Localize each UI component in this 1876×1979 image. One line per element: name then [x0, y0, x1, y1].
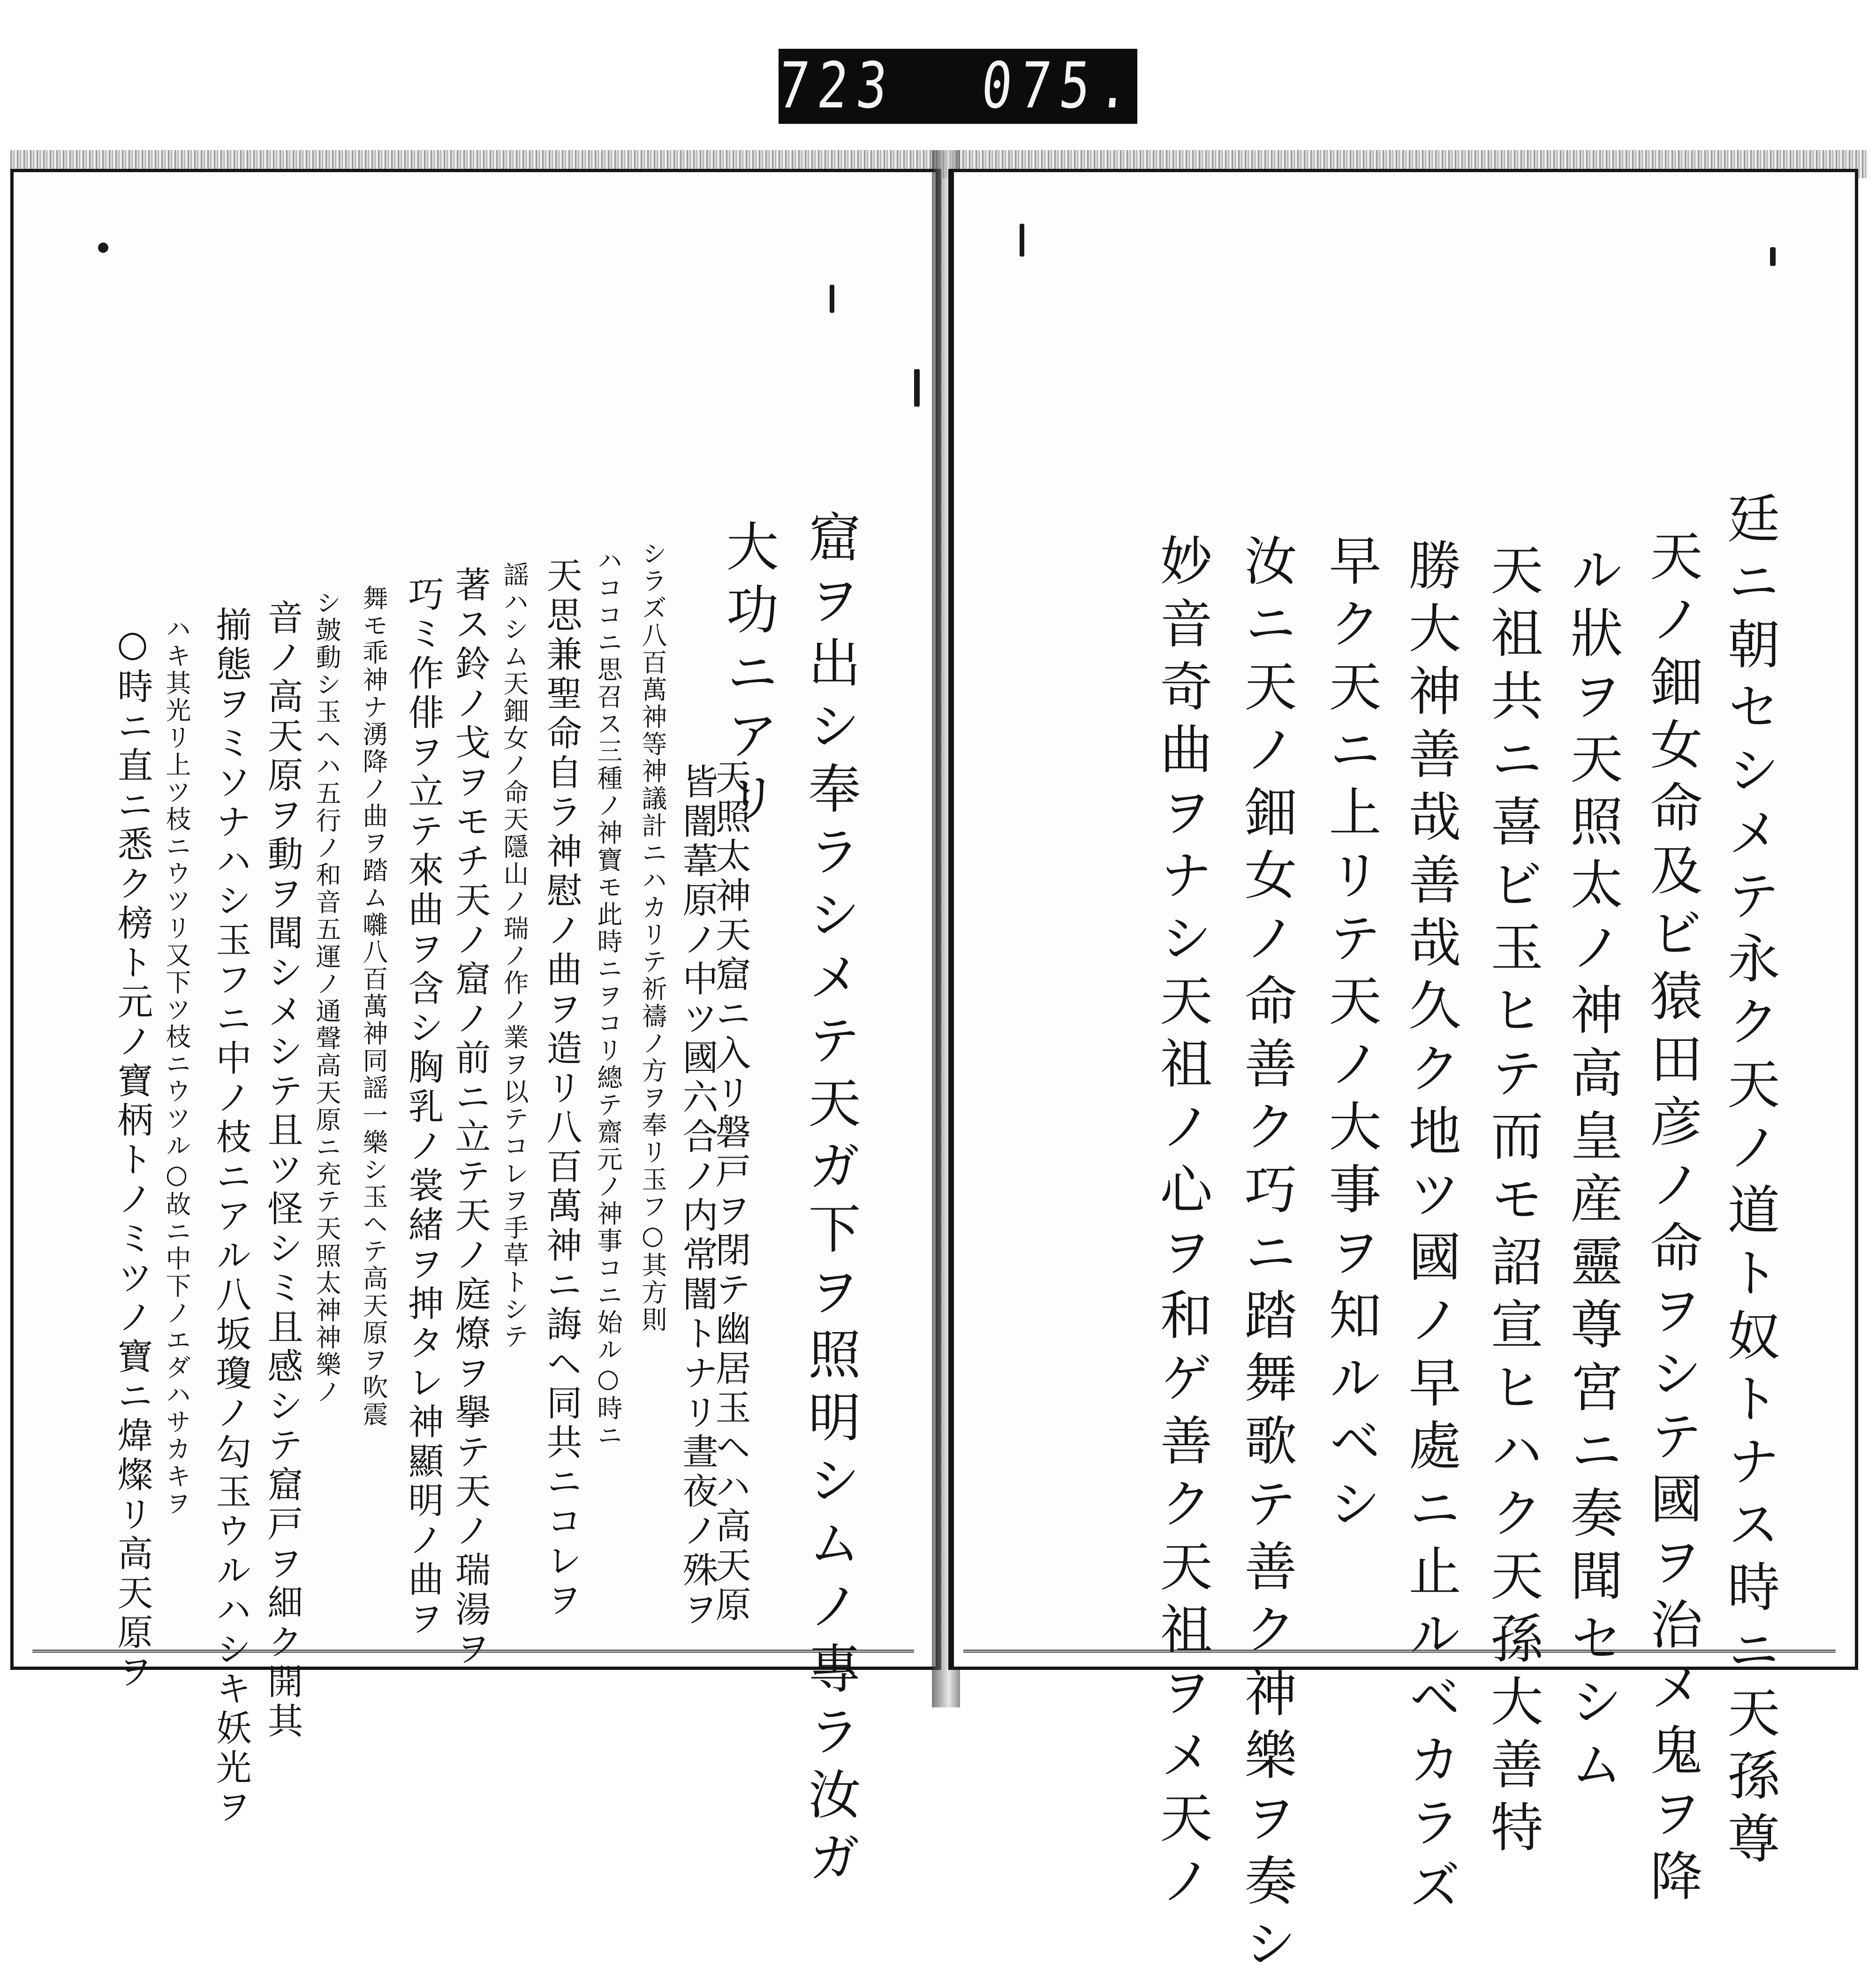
left-page	[10, 169, 941, 1893]
right-column-6: 早ク天ニ上リテ天ノ大事ヲ知ルベシ	[1320, 533, 1381, 1539]
reel-number: 723	[775, 49, 899, 123]
body-column-3: シラズ八百萬神等神議計ニハカリテ祈禱ノ方ヲ奉リ玉フ○其方則	[638, 540, 667, 1334]
right-column-1: 廷ニ朝セシメテ永ク天ノ道ト奴トナス時ニ天孫尊	[1719, 491, 1780, 1874]
right-column-2: 天ノ鈿女命及ビ猿田彦ノ命ヲシテ國ヲ治メ鬼ヲ降	[1642, 529, 1702, 1911]
body-column-10: シ皷動シ玉ヘハ五行ノ和音五運ノ通聲高天原ニ充テ天照太神神樂ノ	[312, 590, 341, 1406]
left-page-bottom-edge	[32, 1632, 914, 1653]
body-column-4: ハココニ思召ス三種ノ神寶モ此時ニヲコリ總テ齋元ノ神事コニ始ル○時ニ	[593, 547, 623, 1449]
body-column-8: 巧ミ作俳ヲ立テ來曲ヲ含シ胸乳ノ裳緒ヲ抻タレ神顯明ノ曲ヲ	[402, 576, 444, 1639]
right-column-7: 汝ニ天ノ鈿女ノ命善ク巧ニ踏舞歌テ善ク神樂ヲ奏シ	[1236, 533, 1297, 1979]
body-column-13: ハキ其光リ上ツ枝ニウツリ又下ツ枝ニウツル○故ニ中下ノエダハサカキヲ	[162, 615, 191, 1517]
open-book-scan	[10, 150, 1868, 1979]
header-column-1: 窟ヲ出シ奉ラシメテ天ガ下ヲ照明シムノ專ラ汝ガ	[800, 510, 861, 1893]
right-column-4: 天祖共ニ喜ビ玉ヒテ而モ詔宣ヒハク天孫大善特	[1482, 543, 1543, 1863]
ink-mark	[1770, 247, 1776, 266]
frame-number-label	[775, 49, 1141, 124]
right-column-8: 妙音奇曲ヲナシ天祖ノ心ヲ和ゲ善ク天祖ヲメ天ノ	[1151, 533, 1212, 1916]
frame-number: 075.	[978, 49, 1141, 123]
ink-mark	[830, 285, 834, 313]
body-column-14: ○時ニ直ニ悉ク榜ト元ノ寶柄トノミツノ寶ニ煒燦リ高天原ヲ	[112, 622, 153, 1692]
body-column-1: 天照太神天窟ニ入リ磐戸ヲ閉テ幽居玉ヘハ高天原	[710, 758, 751, 1625]
body-column-2: 皆闇葦原ノ中ツ國六合ノ内常闇トナリ晝夜ノ殊ヲ	[677, 763, 719, 1630]
ink-mark	[914, 369, 920, 407]
right-column-3: ル狀ヲ天照太ノ神高皇産靈尊宮ニ奏聞セシム	[1562, 543, 1623, 1800]
body-column-7: 著ス鈴ノ戈ヲモチ天ノ窟ノ前ニ立テ天ノ庭燎ヲ擧テ天ノ瑞湯ヲ	[449, 566, 491, 1669]
body-column-5: 天思兼聖命自ラ神慰ノ曲ヲ造リ八百萬神ニ誨ヘ同共ニコレヲ	[541, 557, 582, 1621]
ink-mark	[1020, 224, 1024, 257]
body-column-6: 謡ハシム天鈿女ノ命天隱山ノ瑞ノ作ノ業ヲ以テコレヲ手草トシテ	[499, 561, 529, 1350]
header-column-2: 大功ニアリ	[718, 519, 779, 834]
body-column-12: 揃態ヲミソナハシ玉フニ中ノ枝ニアル八坂瓊ノ勾玉ウルハシキ妖光ヲ	[210, 606, 252, 1827]
body-column-11: 音ノ高天原ヲ動ヲ聞シメシテ且ツ怪シミ且感シテ窟戸ヲ細ク開其	[262, 599, 303, 1742]
body-column-9: 舞モ乖神ナ湧降ノ曲ヲ踏ム囃八百萬神同謡一樂シ玉ヘテ高天原ヲ吹震	[359, 585, 388, 1428]
ink-speckle	[98, 243, 108, 253]
right-column-5: 勝大神善哉善哉久ク地ツ國ノ早處ニ止ルベカラズ	[1400, 538, 1461, 1921]
right-page-bottom-edge	[963, 1632, 1836, 1653]
right-page	[948, 169, 1858, 1979]
